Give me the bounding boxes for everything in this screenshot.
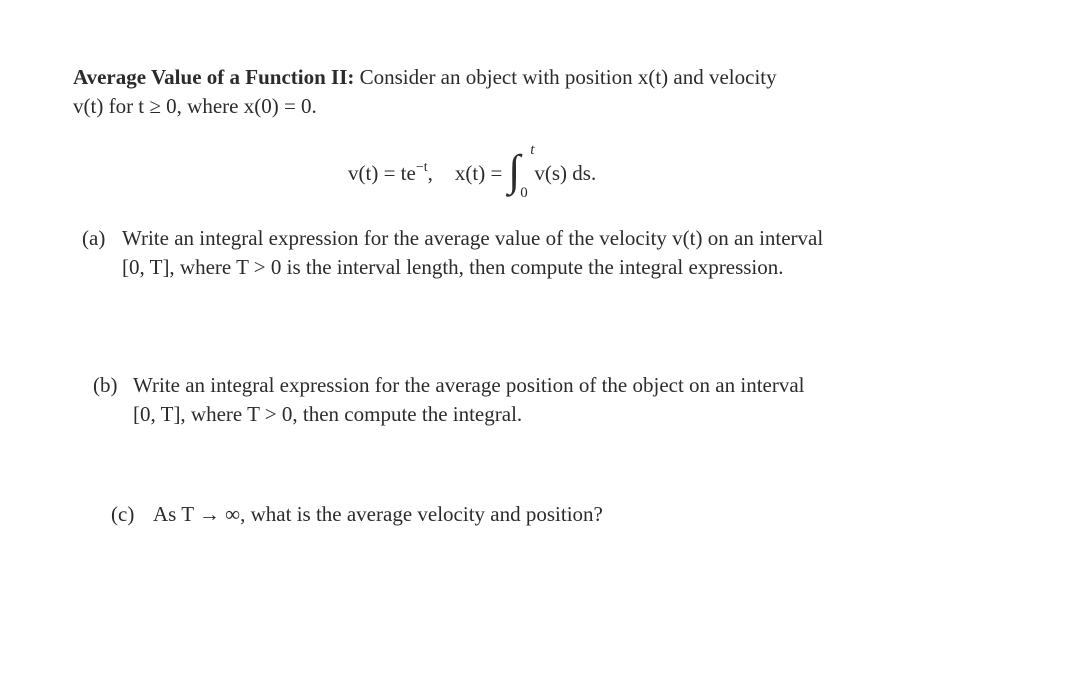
question-b xyxy=(93,371,953,429)
question-c-line-1: As T → ∞, what is the average velocity and position? xyxy=(153,502,603,526)
question-a-line-1: Write an integral expression for the average value of the velocity v(t) on an interval xyxy=(122,226,824,250)
velocity-exponent: −t xyxy=(415,160,428,175)
problem-title: Average Value of a Function II: xyxy=(73,65,355,89)
equation-separator: , xyxy=(427,160,433,185)
integral-upper-limit: t xyxy=(530,142,535,158)
question-b-line-1: Write an integral expression for the average position of the object on an interval xyxy=(133,373,805,397)
question-a xyxy=(82,224,962,282)
velocity-base: v(t) = te xyxy=(348,161,416,185)
display-equation xyxy=(348,138,596,208)
question-a-marker: (a) xyxy=(82,226,106,250)
question-c-marker: (c) xyxy=(111,502,135,526)
question-a-line-2: [0, T], where T > 0 is the interval length, then compute the integral expression. xyxy=(122,255,784,279)
intro-line-1-rest: Consider an object with position x(t) and velocity xyxy=(354,65,777,89)
integral-lower-limit: 0 xyxy=(520,185,528,201)
integrand: v(s) ds. xyxy=(534,160,597,185)
intro-line-2: v(t) for t ≥ 0, where x(0) = 0. xyxy=(73,94,317,118)
question-b-marker: (b) xyxy=(93,373,118,397)
question-c xyxy=(111,500,811,529)
question-a-body xyxy=(122,224,962,282)
question-c-body xyxy=(153,500,811,529)
position-lhs: x(t) = xyxy=(454,160,503,185)
integral-sign: ∫ t 0 xyxy=(508,142,535,201)
intro-line-1 xyxy=(73,63,973,92)
question-b-body xyxy=(133,371,953,429)
problem-intro xyxy=(73,63,973,121)
velocity-definition xyxy=(348,160,428,186)
question-b-line-2: [0, T], where T > 0, then compute the integral. xyxy=(133,402,523,426)
